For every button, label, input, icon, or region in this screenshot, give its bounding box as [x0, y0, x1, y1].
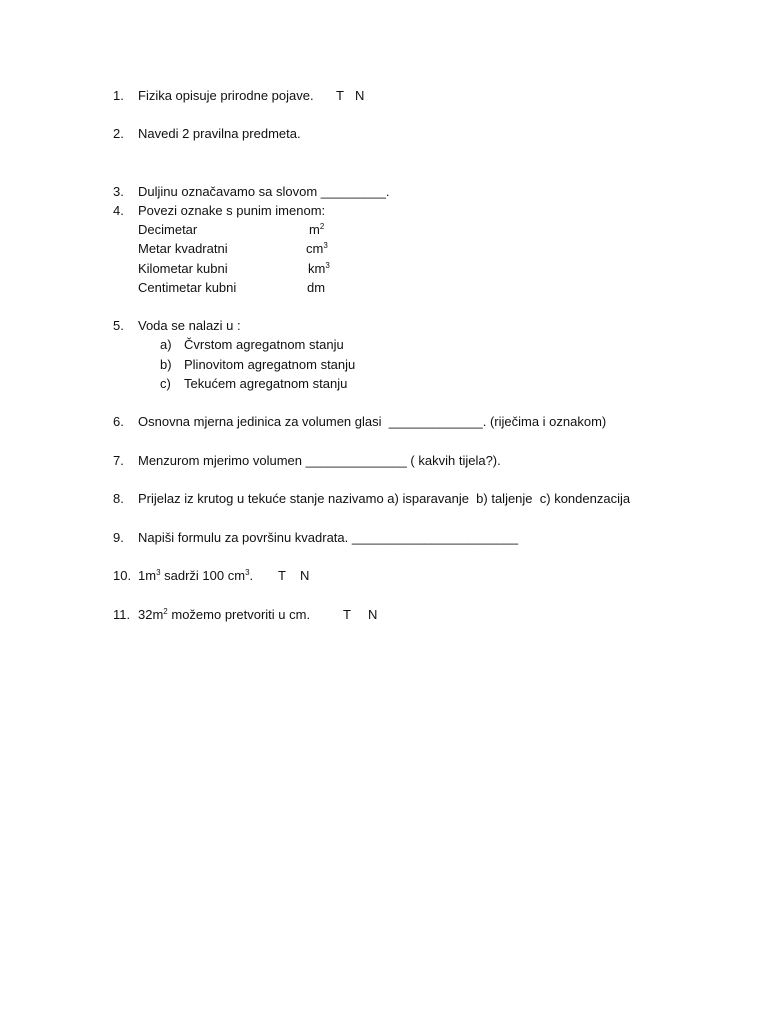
- option-text-b: Plinovitom agregatnom stanju: [184, 357, 356, 372]
- item-number-7: 7.: [113, 453, 124, 468]
- match-unit-4: dm: [307, 280, 326, 295]
- match-name-4: Centimetar kubni: [138, 280, 237, 295]
- question-5-text: Voda se nalazi u :: [138, 318, 241, 333]
- question-7-text: Menzurom mjerimo volumen ______________ ( kakvih tijela?).: [138, 453, 501, 468]
- item-number-4: 4.: [113, 203, 124, 218]
- question-11-false-mark: N: [368, 607, 378, 622]
- question-3-text: Duljinu označavamo sa slovom _________.: [138, 184, 390, 199]
- item-number-3: 3.: [113, 184, 124, 199]
- question-1-text: Fizika opisuje prirodne pojave.: [138, 88, 314, 103]
- question-2-text: Navedi 2 pravilna predmeta.: [138, 126, 301, 141]
- option-text-c: Tekućem agregatnom stanju: [184, 376, 348, 391]
- match-name-3: Kilometar kubni: [138, 261, 228, 276]
- item-number-5: 5.: [113, 318, 124, 333]
- question-4-text: Povezi oznake s punim imenom:: [138, 203, 326, 218]
- question-11-text: $32m^2$ možemo pretvoriti u cm.: [138, 607, 311, 622]
- question-6-text: Osnovna mjerna jedinica za volumen glasi _____________. (riječima i oznakom): [138, 414, 607, 429]
- match-unit-3: $km^3$: [308, 261, 330, 276]
- match-unit-1: $m^2$: [309, 222, 325, 237]
- match-unit-2: $cm^3$: [306, 241, 328, 256]
- option-letter-a: a): [160, 337, 172, 352]
- item-number-10: 10.: [113, 568, 132, 583]
- item-number-8: 8.: [113, 491, 124, 506]
- option-text-a: Čvrstom agregatnom stanju: [184, 337, 344, 352]
- item-number-6: 6.: [113, 414, 124, 429]
- item-number-11: 11.: [113, 607, 131, 622]
- item-number-1: 1.: [113, 88, 124, 103]
- question-10-true-mark: T: [278, 568, 286, 583]
- option-letter-c: c): [160, 376, 171, 391]
- question-10-false-mark: N: [300, 568, 310, 583]
- question-1-false-mark: N: [355, 88, 365, 103]
- item-number-2: 2.: [113, 126, 124, 141]
- question-1-true-mark: T: [336, 88, 344, 103]
- question-9-text: Napiši formulu za površinu kvadrata. _______________________: [138, 530, 519, 545]
- item-number-9: 9.: [113, 530, 124, 545]
- question-8-text: Prijelaz iz krutog u tekuće stanje nazivamo a) isparavanje b) taljenje c) kondenzacija: [138, 491, 631, 506]
- question-11-true-mark: T: [343, 607, 351, 622]
- match-name-1: Decimetar: [138, 222, 198, 237]
- option-letter-b: b): [160, 357, 172, 372]
- question-10-text: $1m^3$ sadrži 100 $cm^3$.: [138, 568, 254, 583]
- match-name-2: Metar kvadratni: [138, 241, 228, 256]
